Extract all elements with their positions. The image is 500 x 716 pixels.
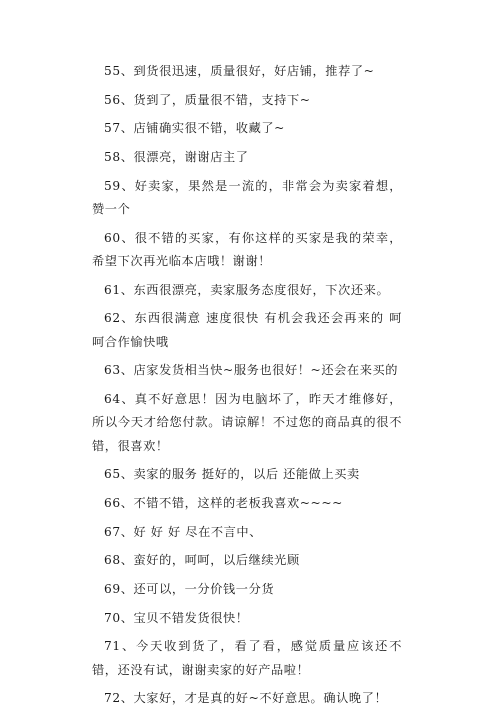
review-list: [92, 60, 402, 716]
list-item: 60、很不错的买家，有你这样的买家是我的荣幸，希望下次再光临本店哦！谢谢！: [92, 230, 402, 269]
list-item: 69、还可以，一分价钱一分货: [104, 582, 275, 597]
list-item: 61、东西很漂亮，卖家服务态度很好，下次还来。: [104, 282, 390, 297]
list-item: 59、好卖家，果然是一流的，非常会为卖家着想，赞一个: [92, 178, 402, 217]
list-item: 71、今天收到货了，看了看，感觉质量应该还不错，还没有试，谢谢卖家的好产品啦！: [92, 639, 402, 677]
list-item: 70、宝贝不错发货很快！: [104, 610, 249, 625]
list-item: 63、店家发货相当快~服务也很好！~还会在来买的: [104, 363, 399, 378]
list-item: 67、好 好 好 尽在不言中、: [104, 524, 263, 539]
list-item: 68、蛮好的，呵呵，以后继续光顾: [104, 553, 300, 568]
list-item: 72、大家好，才是真的好~不好意思。确认晚了！: [104, 691, 388, 706]
list-item: 57、店铺确实很不错，收藏了~: [104, 121, 285, 136]
list-item: 58、很漂亮，谢谢店主了: [104, 150, 249, 165]
list-item: 56、货到了，质量很不错，支持下~: [104, 92, 311, 107]
list-item: 65、卖家的服务 挺好的，以后 还能做上买卖: [104, 467, 360, 482]
list-item: 66、不错不错，这样的老板我喜欢~~~~: [104, 496, 343, 511]
list-item: 55、到货很迅速，质量很好，好店铺，推荐了~: [104, 64, 375, 78]
list-item: 64、真不好意思！因为电脑坏了，昨天才维修好，所以今天才给您付款。请谅解！不过您的商品真的很不错，很喜欢！: [92, 392, 402, 453]
list-item: 62、东西很满意 速度很快 有机会我还会再来的 呵呵合作愉快哦: [92, 311, 402, 349]
